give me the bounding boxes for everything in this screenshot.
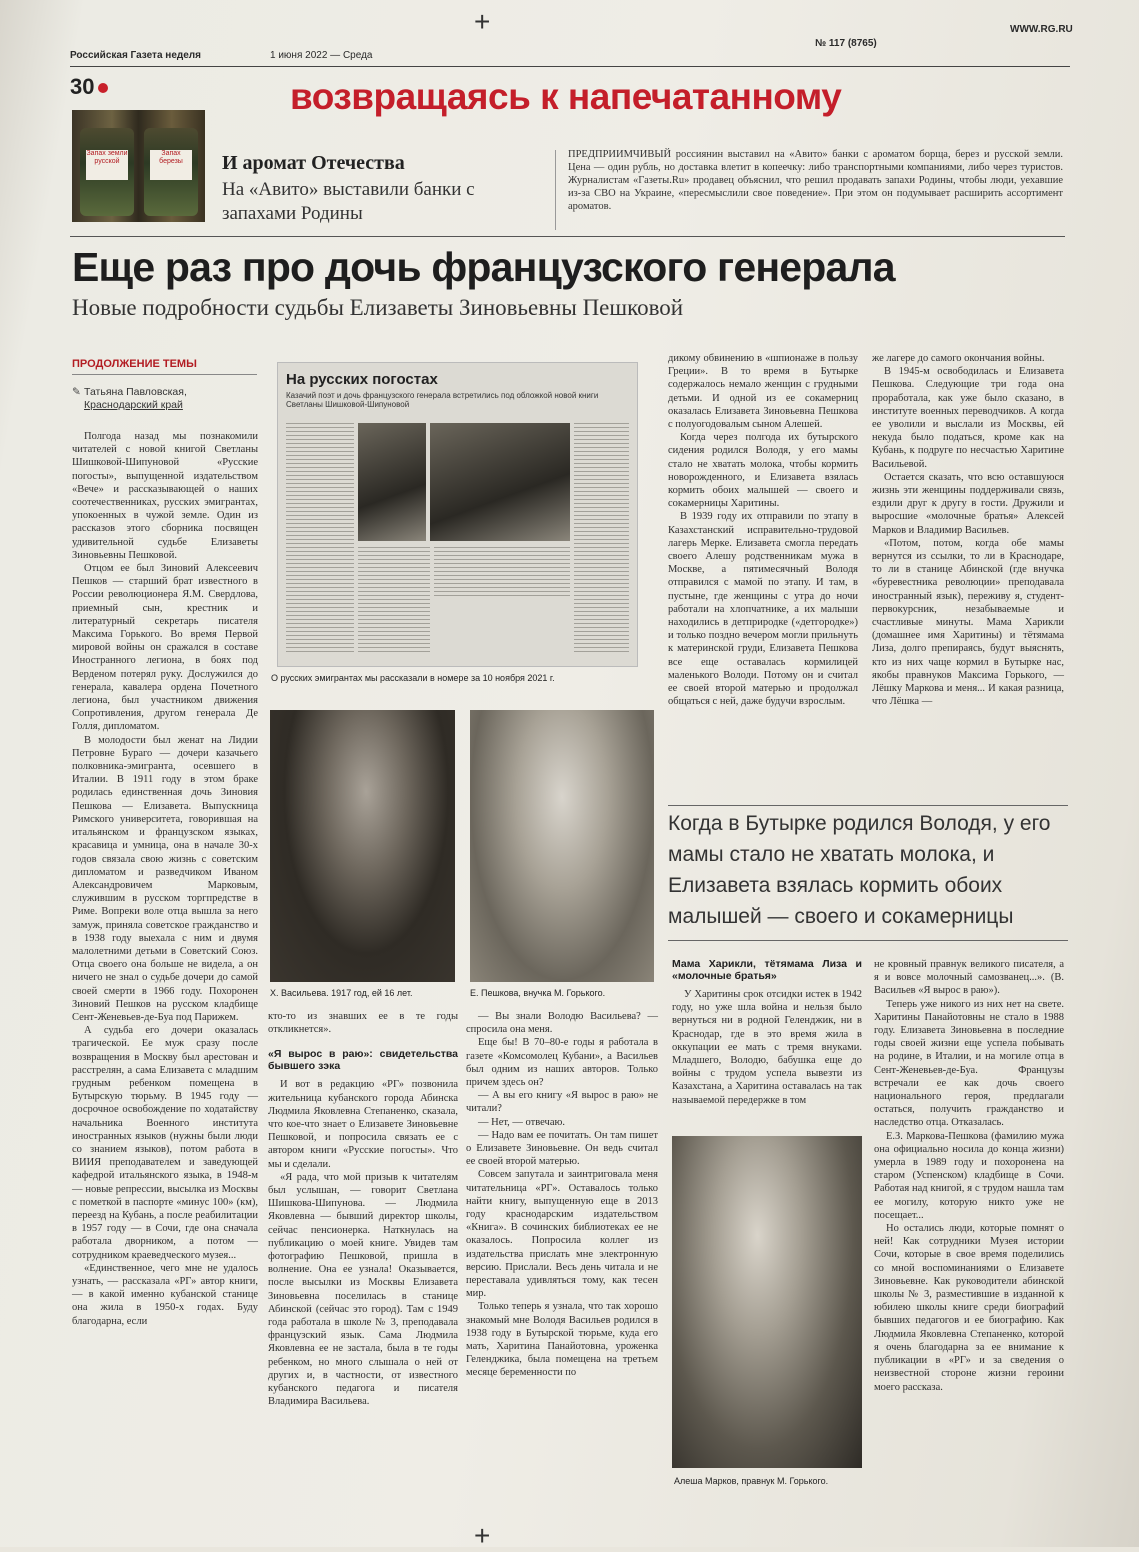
paragraph: «Единственное, чего мне не удалось узнать, — рассказала «РГ» автор книги, — в какой именно кубанской станице она жила в 1950-х годах. Буду благодарна, если bbox=[72, 1262, 258, 1327]
paragraph: В 1939 году их отправили по этапу в Казахстанский исправительно-трудовой лагерь Мерке. Елизавета смогла передать своего Алешу родственникам мужа в Москве, а пятимесячный Володя отправился с мамой по этапу. И там, в пустыне, где женщины с утра до ночи работали на хлопчатнике, а их малыши находились в детприродке («детгородке») и только поздно вечером могли прильнуть к материнской груди, Елизавета Пешкова все еще оставалась кормилицей маленького Володи. Потому он и считал ее своей второй матерью и продолжал общаться с ней, даже будучи взрослым. bbox=[668, 511, 858, 708]
column-3 bbox=[466, 1010, 658, 1380]
page-number-text: 30 bbox=[70, 74, 95, 99]
label-rule bbox=[72, 374, 257, 375]
inset-caption: О русских эмигрантах мы рассказали в номере за 10 ноября 2021 г. bbox=[271, 673, 555, 683]
paragraph: Но остались люди, которые помнят о ней! Как сотрудники Музея истории Сочи, которые в свое время поделились со мной воспоминаниями о Елизавете Зиновьевне. Как руководители абинской школы № 3, разместившие в изданной к юбилею школы книге среди биографий бывших педагогов и ее биографию. Как Людмила Яковлевна Степаненко, которой я очень благодарна за ее внимание к публикации в «РГ» и за сведения о неизвестной стороне жизни героини моего рассказа. bbox=[874, 1223, 1064, 1393]
teaser-text: ПРЕДПРИИМЧИВЫЙ россиянин выставил на «Авито» банки с ароматом борща, берез и русской земли. Цена — один рубль, но доставка влетит в копеечку: либо транспортными компаниями, либо через туристов. Журналистам «Газеты.Ru» продавец объяснил, что решил продавать запахи Родины, чтобы люди, уехавшие из-за СВО на Украине, «пересмыслили свое поведение». При этом он подумывает расширить ассортимент ароматов. bbox=[568, 149, 1063, 212]
section-rule bbox=[70, 236, 1065, 237]
article-subheadline: Новые подробности судьбы Елизаветы Зиновьевны Пешковой bbox=[72, 295, 684, 320]
paragraph: И вот в редакцию «РГ» позвонила жительница кубанского города Абинска Людмила Яковлевна Степаненко, сказала, что кое-что знает о Елизавете Зиновьевне Пешковой, и попросила связать ее с автором книги «Русские погосты». Что мы и сделали. bbox=[268, 1079, 458, 1170]
inset-text-block bbox=[358, 547, 430, 655]
jar-label-right: Запах березы bbox=[150, 150, 192, 180]
inset-photo bbox=[430, 423, 570, 541]
teaser-title: И аромат Отечества bbox=[222, 152, 405, 174]
paper-name: Российская Газета неделя bbox=[70, 50, 201, 61]
subsection-heading: Мама Харикли, тётямама Лиза и «молочные братья» bbox=[672, 958, 862, 982]
paragraph: — Нет, — отвечаю. bbox=[478, 1116, 565, 1128]
column-1 bbox=[72, 430, 258, 1328]
subsection-heading: «Я вырос в раю»: свидетельства бывшего зэка bbox=[268, 1048, 458, 1073]
author-name: Татьяна Павловская, bbox=[84, 386, 187, 398]
inset-text-block bbox=[286, 423, 354, 653]
paragraph: — Надо вам ее почитать. Он там пишет о Елизавете Зиновьевне. Он ведь считал ее своей второй матерью. bbox=[466, 1129, 658, 1168]
article-headline: Еще раз про дочь французского генерала bbox=[72, 244, 895, 290]
paragraph: В молодости был женат на Лидии Петровне Бураго — дочери казачьего полковника-эмигранта, осевшего в Италии. В 1911 году в этом браке родилась единственная дочь Зиновия Пешкова — Елизавета. Выпускница Римского университета, говорившая на итальянском и французском языках, красавица и умница, она в начале 30-х годов связала свою жизнь с советским дипломатом и разведчиком Иваном Александровичем Марковым, служившим в русском торгпредстве в Риме. Вопреки воле отца вышла за него замуж, приняла советское гражданство и в 1938 году выехала с ним и двумя малолетними детьми в Советский Союз. Отца своего она больше не видела, а он ничего не знал о судьбе дочери до самой своей смерти в 1966 году. Похоронен Зиновий Пешков на русском кладбище Сент-Женевьев-де-Буа под Парижем. bbox=[72, 734, 258, 1023]
column-4-lower bbox=[672, 958, 862, 1107]
pull-quote: Когда в Бутырке родился Володя, у его мамы стало не хватать молока, и Елизавета взялась кормить обоих малышей — своего и сокамерницы bbox=[668, 812, 1051, 928]
page-dot-icon bbox=[98, 83, 108, 93]
page-number bbox=[70, 74, 108, 100]
photo-alesha bbox=[672, 1136, 862, 1468]
photo-caption-2: Е. Пешкова, внучка М. Горького. bbox=[470, 988, 606, 998]
pen-icon: ✎ bbox=[72, 386, 81, 398]
pull-quote-rule-top bbox=[668, 805, 1068, 806]
issue-number: № 117 (8765) bbox=[815, 38, 877, 49]
teaser-subtitle: На «Авито» выставили банки с запахами Родины bbox=[222, 179, 475, 224]
paragraph: Е.З. Маркова-Пешкова (фамилию мужа она официально носила до конца жизни) умерла в 1989 году и похоронена на старом (Успенском) кладбище в Сочи. Работая над книгой, я с трудом нашла там ее могилу, которую никто уже не посещает... bbox=[874, 1130, 1064, 1221]
paragraph: Полгода назад мы познакомили читателей с новой книгой Светланы Шишковой-Шипуновой «Русские погосты», выпущенной издательством «Вече» и рассказывающей о наших соотечественниках, русских эмигрантах, упокоенных в чужой земле. Один из рассказов этого сборника посвящен удивительной судьбе Елизаветы Зиновьевны Пешковой. bbox=[72, 431, 258, 561]
paragraph: Только теперь я узнала, что так хорошо знакомый мне Володя Васильев родился в 1938 году в Бутырской тюрьме, куда его мать, Харитина Панайотовна, уроженка Геленджика, была помещена на третьем месяце беременности по bbox=[466, 1301, 658, 1379]
site-url: WWW.RG.RU bbox=[1010, 24, 1073, 35]
paragraph: Еще бы! В 70–80-е годы я работала в газете «Комсомолец Кубани», а Васильев был одним из наших авторов. Только причем здесь он? bbox=[466, 1037, 658, 1089]
column-5 bbox=[872, 352, 1064, 708]
jar-left bbox=[80, 128, 134, 216]
masthead bbox=[70, 24, 1073, 67]
paragraph: не кровный правнук великого писателя, а я и вовсе молочный самозванец...». (В. Васильев «Я вырос в раю»). bbox=[874, 959, 1064, 997]
issue-date: 1 июня 2022 — Среда bbox=[270, 50, 373, 61]
jar-right bbox=[144, 128, 198, 216]
byline bbox=[72, 386, 257, 412]
paragraph: А судьба его дочери оказалась трагической. Ее муж сразу после возвращения в Москву был арестован и расстрелян, а сама Елизавета с младшим грудным ребенком помещена в Бутырскую тюрьму. В 1945 году — досрочное освобождение по ходатайству начальника Военного института иностранных языков (нужны были люди со знанием языков), потом работа в ВИИЯ преподавателем и заведующей кафедрой итальянского языка, в 1948-м — новые репрессии, высылка из Москвы с пометкой в паспорте «минус 100» (км), переезд на Кубань, а после реабилитации в 1957 году — в Сочи, где она сначала работала дворником, а потом — сотрудником краеведческого музея... bbox=[72, 1025, 258, 1261]
inset-title: На русских погостах bbox=[286, 371, 438, 388]
paragraph: У Харитины срок отсидки истек в 1942 году, но уже шла война и нельзя было вернуться ни в родной Геленджик, ни в Краснодар, где в это время жила в оккупации ее мать с тремя внуками. Младшего, Володю, бабушка еще до войны с трудом успела вывезти из Казахстана, а Харитина оставалась на так называемой передержке в том bbox=[672, 989, 862, 1106]
paragraph: Совсем запутала и заинтриговала меня читательница «РГ». Оставалось только найти книгу, выпущенную еще в 2013 году краснодарским издательством «Книга». В сочинских библиотеках ее не оказалось. Попросила коллег из издательства прислать мне электронную версию. Прислали. Весь день читала и не переставала удивляться тому, как тесен мир. bbox=[466, 1169, 658, 1300]
photo-caption-3: Алеша Марков, правнук М. Горького. bbox=[674, 1476, 829, 1486]
author-place: Краснодарский край bbox=[84, 399, 183, 411]
rubric-title: возвращаясь к напечатанному bbox=[290, 76, 842, 117]
column-4 bbox=[668, 352, 858, 708]
inset-text-block bbox=[574, 423, 629, 655]
teaser-divider bbox=[555, 150, 556, 230]
inset-clipping bbox=[277, 362, 638, 667]
jars-photo bbox=[72, 110, 205, 222]
inset-photo bbox=[358, 423, 426, 541]
column-2 bbox=[268, 1010, 458, 1408]
jar-label-left: Запах земли русской bbox=[86, 150, 128, 180]
photo-peshkova bbox=[470, 710, 654, 982]
column-5-lower bbox=[874, 958, 1064, 1394]
photo-vasilyeva bbox=[270, 710, 455, 982]
paragraph: В 1945-м освободилась и Елизавета Пешкова. Следующие три года она проработала, как уже было сказано, в институте военных переводчиков. А когда ее уволили и выслали из Москвы, ей некуда было податься, кроме как на Кубань, к подруге по несчастью Харитине Васильевой. bbox=[872, 366, 1064, 470]
paragraph: Когда через полгода их бутырского сидения родился Володя, у его мамы стало не хватать молока, чтобы кормить новорожденного, и Елизавета взялась кормить обоих малышей — своего и сокамерницы Харитины. bbox=[668, 432, 858, 510]
paragraph: «Я рада, что мой призыв к читателям был услышан, — говорит Светлана Шишкова-Шипунова. — Людмила Яковлевна — бывший директор школы, сейчас пенсионерка. Наткнулась на публикацию о моей книге. Увидев там фотографию Пешковой, пришла в волнение. Она ее узнала! Оказывается, после высылки из Москвы Елизавета Зиновьевна поселилась в станице Абинской (сейчас это город). Там с 1949 года работала в школе № 3, преподавала французский язык. Сама Людмила Яковлевна ее не застала, была в те годы ребенком, но много слышала о ней от других и, в частности, от известного кубанского педагога и писателя Владимира Васильева. bbox=[268, 1171, 458, 1408]
paragraph: дикому обвинению в «шпионаже в пользу Греции». В то время в Бутырке содержалось немало женщин с грудными детьми. И одной из ее сокамерниц оказалась Елизавета Зиновьевна Пешкова с полуогодовалым сыном Алешей. bbox=[668, 353, 858, 431]
paragraph: Отцом ее был Зиновий Алексеевич Пешков — старший брат известного в России революционера Я.М. Свердлова, приемный сын, крестник и литературный секретарь писателя Максима Горького. Во время Первой мировой войны он сражался в составе Иностранного легиона, в боях под Верденом потерял руку. Дослужился до генерала, кавалера ордена Почетного легиона, был участником движения Сопротивления, другом генерала Де Голля, дипломатом. bbox=[72, 563, 258, 733]
continuation-label: ПРОДОЛЖЕНИЕ ТЕМЫ bbox=[72, 358, 197, 370]
pull-quote-rule-bottom bbox=[668, 940, 1068, 941]
paragraph: же лагере до самого окончания войны. bbox=[872, 353, 1045, 364]
paragraph: Теперь уже никого из них нет на свете. Харитины Панайотовны не стало в 1988 году. Елизавета Зиновьевна в последние годы своей жизни еще успела побывать на родине, в Италии, и на могиле отца в Сент-Женевьев-де-Буа. Французы встречали ее как дочь своего национального героя, предлагали остаться, получить гражданство и наследство отца. Отказалась. bbox=[874, 998, 1064, 1129]
paragraph: — А вы его книгу «Я вырос в раю» не читали? bbox=[466, 1090, 658, 1115]
crop-mark-top: + bbox=[474, 6, 491, 37]
paragraph: Остается сказать, что всю оставшуюся жизнь эти женщины поддерживали связь, ездили друг к другу в гости. Дружили и выросшие «молочные братья» Алексей Марков и Владимир Васильев. bbox=[872, 471, 1064, 536]
inset-subtitle: Казачий поэт и дочь французского генерала встретились под обложкой новой книги Светланы Шишковой-Шипуновой bbox=[286, 391, 599, 409]
paragraph: «Потом, потом, когда обе мамы вернутся из ссылки, то ли в Краснодаре, то ли в станице Абинской (где внучка «буревестника революции» преподавала иностранный язык), переживу я, студент-первокурсник, незабываемые и счастливые минуты. Мама Харикли (домашнее имя Харитины) и тётямама Лиза, долго препираясь, будут выяснять, кто из них чаще кормил в Бутырке нас, якобы правнуков Максима Горького, — Лёшку Маркова и меня... И какая разница, что Лёшка — bbox=[872, 537, 1064, 708]
inset-text-block bbox=[434, 547, 570, 597]
photo-caption-1: Х. Васильева. 1917 год, ей 16 лет. bbox=[270, 988, 413, 998]
paragraph: кто-то из знавших ее в те годы откликнется». bbox=[268, 1011, 458, 1036]
paragraph: — Вы знали Володю Васильева? — спросила она меня. bbox=[466, 1011, 658, 1036]
crop-mark-bottom: + bbox=[474, 1520, 491, 1551]
